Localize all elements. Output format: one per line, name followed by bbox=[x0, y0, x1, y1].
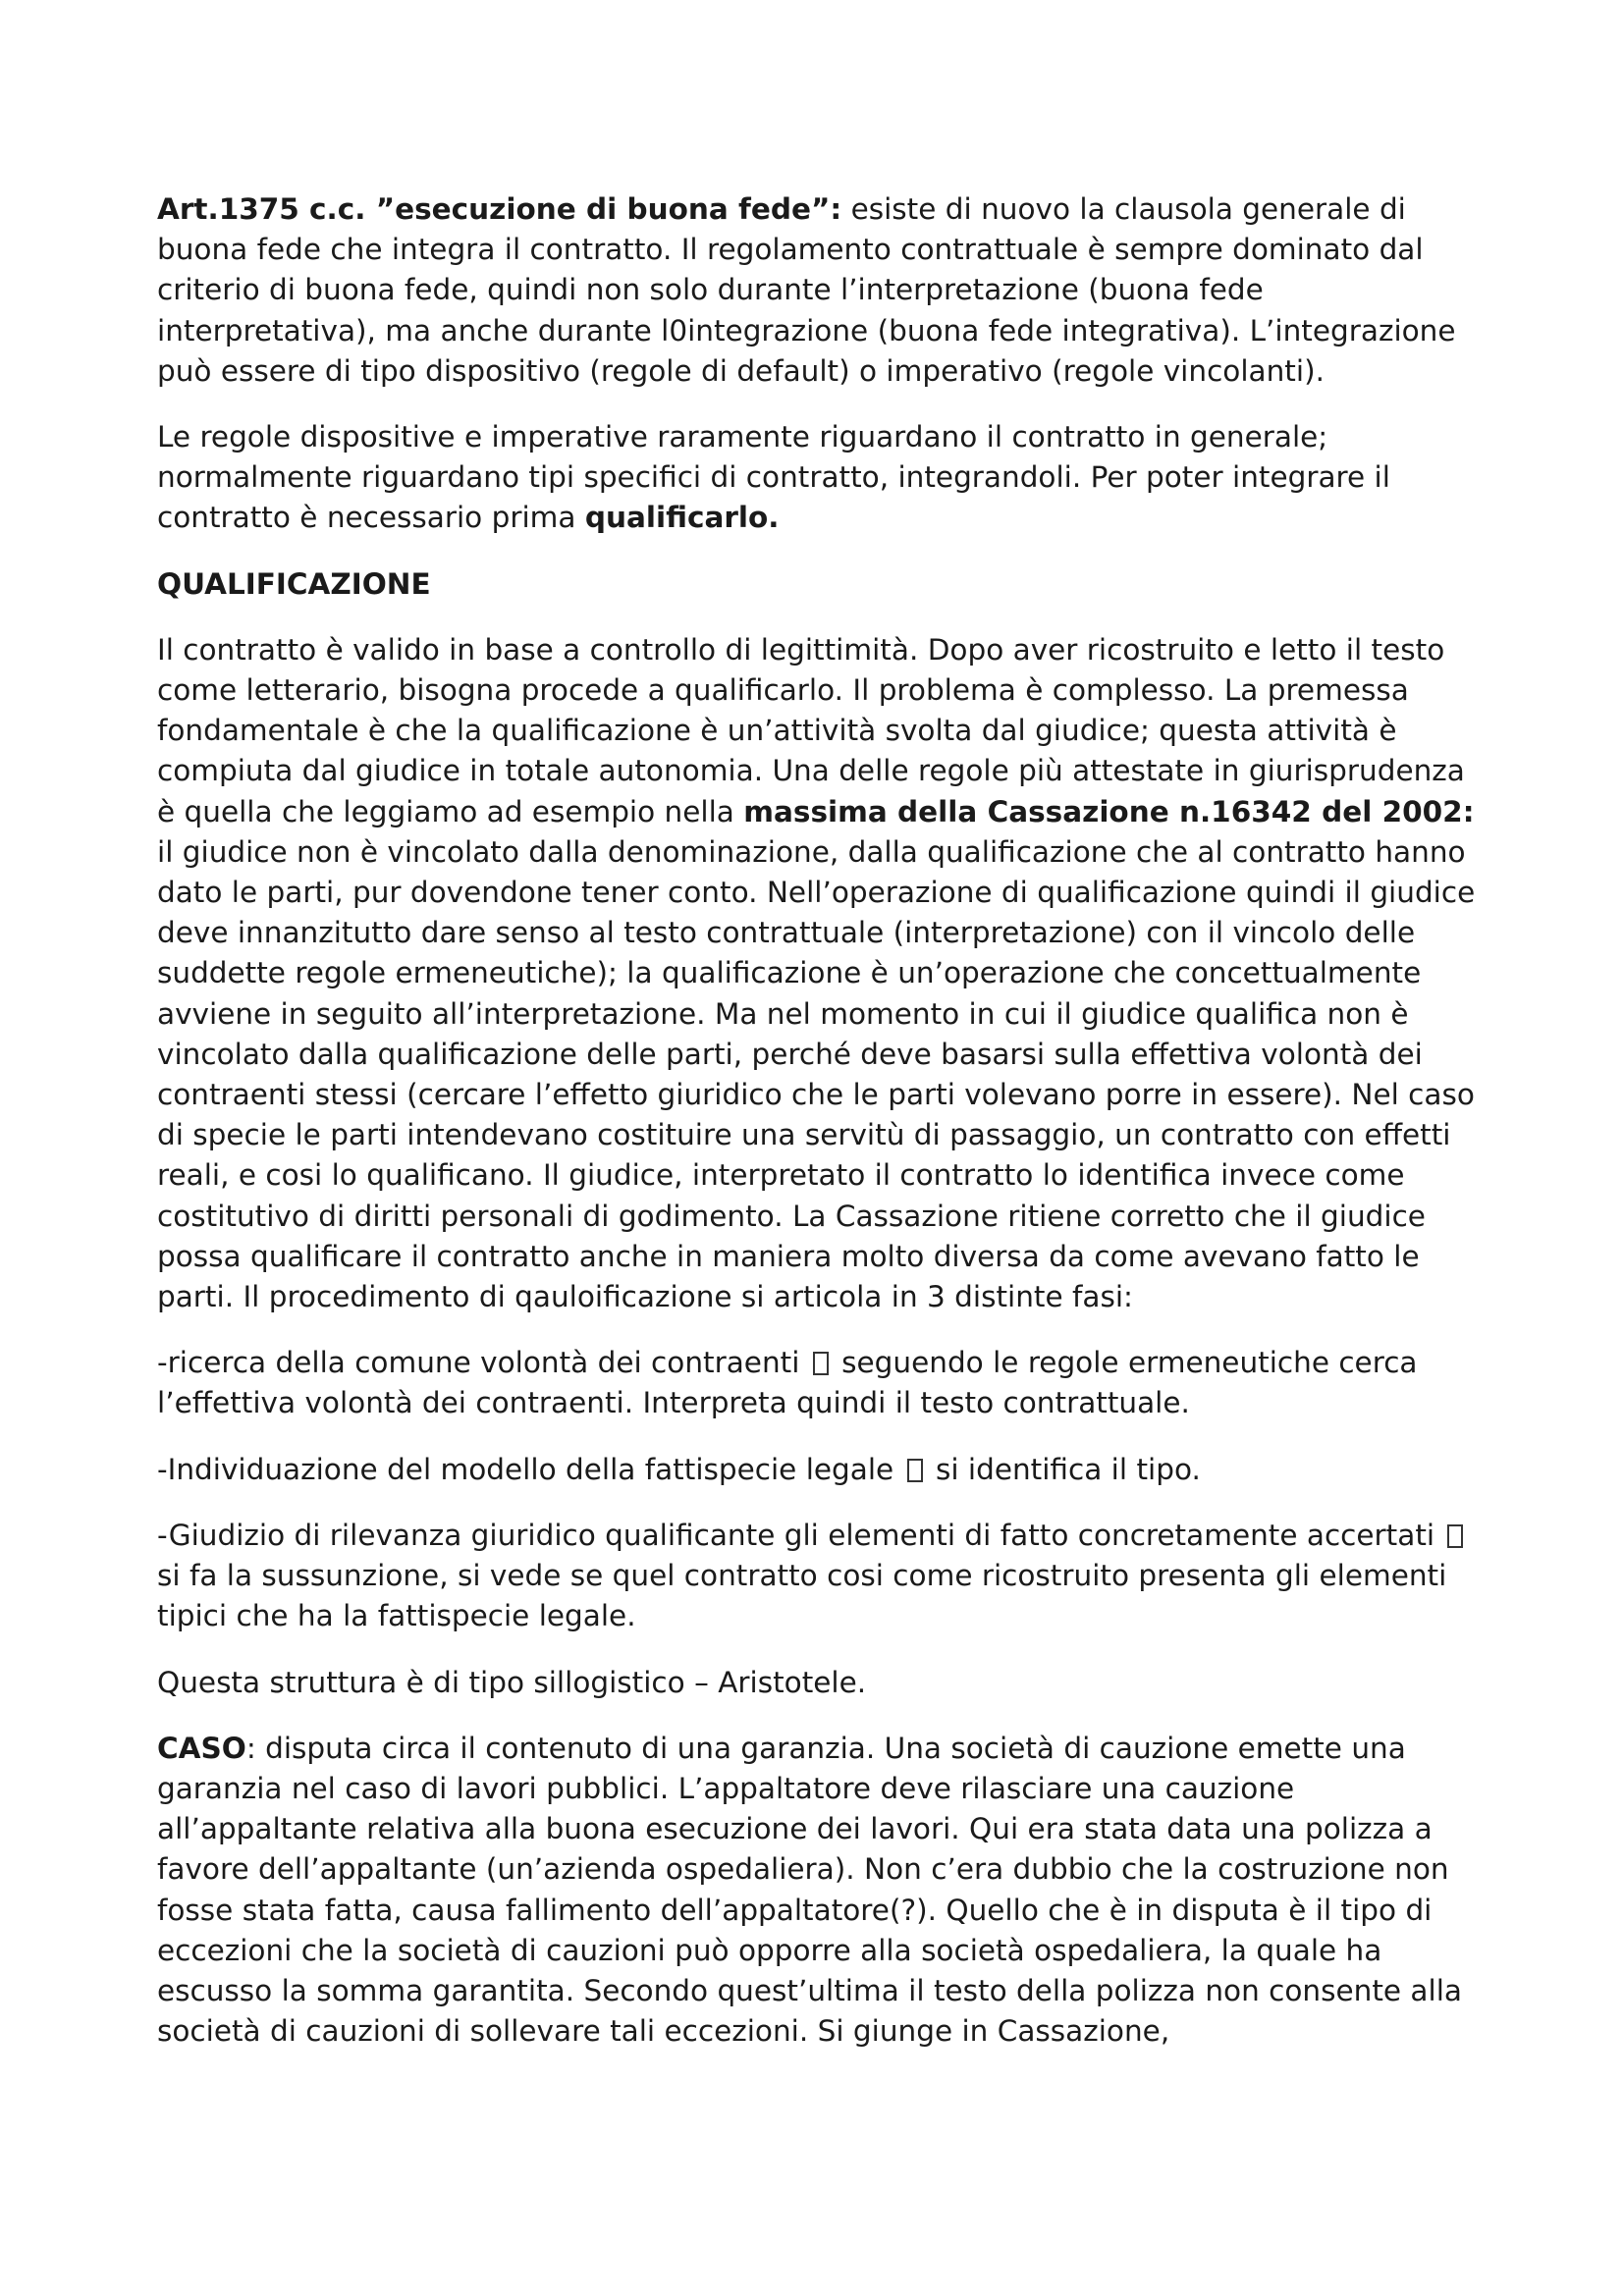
step-text-continued: si fa la sussunzione, si vede se quel contratto cosi come ricostruito presenta gli elementi tipici che ha la fattispecie legale. bbox=[157, 1559, 1447, 1633]
paragraph-caso bbox=[157, 1729, 1478, 2053]
paragraph-text-continued: il giudice non è vincolato dalla denominazione, dalla qualificazione che al contratto hanno dato le parti, pur dovendone tener conto. Nell’operazione di qualificazione quindi il giudice deve innanzitutto dare senso al testo contrattuale (interpretazione) con il vincolo delle suddette regole ermeneutiche); la qualificazione è un’operazione che concettualmente avviene in seguito all’interpretazione. Ma nel momento in cui il giudice qualifica non è vincolato dalla qualificazione delle parti, perché deve basarsi sulla effettiva volontà dei contraenti stessi (cercare l’effetto giuridico che le parti volevano porre in essere). Nel caso di specie le parti intendevano costituire una servitù di passaggio, un contratto con effetti reali, e cosi lo qualificano. Il giudice, interpretato il contratto lo identifica invece come costitutivo di diritti personali di godimento. La Cassazione ritiene corretto che il giudice possa qualificare il contratto anche in maniera molto diversa da come avevano fatto le parti. Il procedimento di qauloificazione si articola in 3 distinte fasi: bbox=[157, 834, 1476, 1314]
paragraph-text: Il contratto è valido in base a controllo di legittimità. Dopo aver ricostruito e letto il testo come letterario, bisogna procede a qualificarlo. Il problema è complesso. La premessa fondamentale è che la qualificazione è un’attività svolta dal giudice; questa attività è compiuta dal giudice in totale autonomia. Una delle regole più attestate in giurisprudenza è quella che leggiamo ad esempio nella bbox=[157, 632, 1465, 828]
list-item-step-1 bbox=[157, 1343, 1478, 1423]
paragraph-sillogistico: Questa struttura è di tipo sillogistico – Aristotele. bbox=[157, 1665, 867, 1699]
paragraph-qualificazione bbox=[157, 630, 1478, 1317]
case-law-reference: massima della Cassazione n.16342 del 2002: bbox=[743, 794, 1475, 828]
step-text: -Individuazione del modello della fattispecie legale bbox=[157, 1452, 903, 1486]
case-label: CASO bbox=[157, 1731, 246, 1765]
arrow-icon bbox=[907, 1459, 923, 1482]
paragraph-text: Le regole dispositive e imperative raramente riguardano il contratto in generale; normalmente riguardano tipi specifici di contratto, integrandoli. Per poter integrare il contratto è necessario prima bbox=[157, 420, 1390, 535]
paragraph-text: esiste di nuovo la clausola generale di buona fede che integra il contratto. Il regolamento contrattuale è sempre dominato dal criterio di buona fede, quindi non solo durante l’interpretazione (buona fede interpretativa), ma anche durante l0integrazione (buona fede integrativa). L’integrazione può essere di tipo dispositivo (regole di default) o imperativo (regole vincolanti). bbox=[157, 192, 1456, 388]
arrow-icon bbox=[813, 1352, 829, 1375]
section-heading: QUALIFICAZIONE bbox=[157, 566, 431, 601]
step-text-continued: si identifica il tipo. bbox=[926, 1452, 1201, 1486]
list-item-step-2 bbox=[157, 1450, 1478, 1490]
article-reference: Art.1375 c.c. ”esecuzione di buona fede”: bbox=[157, 192, 842, 226]
step-text: -Giudizio di rilevanza giuridico qualificante gli elementi di fatto concretamente accertati bbox=[157, 1518, 1444, 1552]
paragraph-art-1375 bbox=[157, 189, 1478, 392]
emphasis-qualificarlo: qualificarlo. bbox=[584, 501, 780, 535]
paragraph-text: : disputa circa il contenuto di una garanzia. Una società di cauzione emette una garanzia nel caso di lavori pubblici. L’appaltatore deve rilasciare una cauzione all’appaltante relativa alla buona esecuzione dei lavori. Qui era stata data una polizza a favore dell’appaltante (un’azienda ospedaliera). Non c’era dubbio che la costruzione non fosse stata fatta, causa fallimento dell’appaltatore(?). Quello che è in disputa è il tipo di eccezioni che la società di cauzioni può opporre alla società ospedaliera, la quale ha escusso la somma garantita. Secondo quest’ultima il testo della polizza non consente alla società di cauzioni di sollevare tali eccezioni. Si giunge in Cassazione, bbox=[157, 1731, 1462, 2049]
document-body bbox=[157, 189, 1478, 2077]
step-text: -ricerca della comune volontà dei contraenti bbox=[157, 1346, 809, 1380]
list-item-step-3 bbox=[157, 1516, 1478, 1637]
paragraph-regole-dispositive bbox=[157, 417, 1478, 539]
step-text-continued: seguendo le regole ermeneutiche cerca l’effettiva volontà dei contraenti. Interpreta quindi il testo contrattuale. bbox=[157, 1346, 1418, 1420]
arrow-icon bbox=[1447, 1524, 1463, 1548]
